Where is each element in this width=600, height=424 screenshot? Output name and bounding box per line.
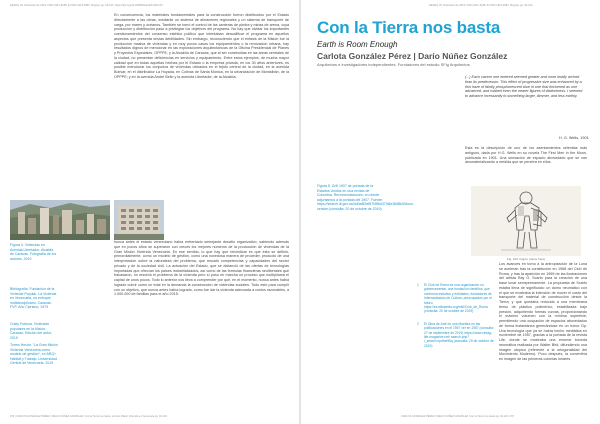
astronaut-illustration [471, 186, 581, 256]
author-affiliation: Arquitectos e investigadores independientes. Fundadores del estudio SFig Arquitectos [317, 62, 470, 67]
right-page [301, 0, 600, 424]
article-authors: Carlota González Pérez | Darío Núñez González [317, 51, 508, 61]
footnote-2: 2 El Obra de Arte en una Muestra en las publicaciones en el 1957 ver en 1957 (consulta: 27 de septiembre de 2019) https://www.vintag-life-magazine.net/ search.php?l_search=ipdfoe56q (consulta: 20 de octubre de 2019) [417, 322, 497, 348]
footnote-1: 1 El Club de Roma es una organización no gubernamental, una fundación científica, que conforma estudios y entidades, fundadores de Intermediación de Cultura, preocupados por el futuro. https://es.wikipedia.org/wiki/Club_de_Roma (consulta: 20 de octubre de 2019) [417, 283, 497, 314]
footnote-2-text: El Obra de Arte en una Muestra en las publicaciones en el 1957 ver en 1957 (consulta: 27 de septiembre de 2019) https://www.vintag-life-magazine.net/ search.php?l_search=ipdfoe56q (consulta: 20 de octubre de 2019) [424, 321, 494, 348]
intro-paragraph: Esta es la descripción de uno de los asentamientos selenitas más antiguos, dada por H.G. Wells en su novela The First Men in the Moon, publicada en 1901. Una sensación de espacio abovedado que se van desmaterializando a medida que se penetra en ellos. [465, 146, 587, 165]
footnotes [417, 283, 497, 356]
left-footer: 156 | CARLOS GONZÁLEZ PÉREZ | DIEGO NÚÑEZ GONZÁLEZ. Con la Tierra nos basta: la Gran Misión Vivienda en Venezuela pp. 94-104 [10, 415, 167, 418]
article-title: Con la Tierra nos basta [317, 18, 501, 37]
epigraph-quote: (...) Each cavern one entered seemed greater and more boldly arched than its predecessor. This effect of progressive size was enhanced by a thin haze of faintly phosphorescent blue in one that thickened as one advanced, and robbed even the nearer figures of distinctness. I seemed to advance incessantly to something larger, dimmer, and less earthly. [465, 75, 583, 99]
left-body-text-bottom: hunca antes el estado venezolano había enfrentado semejante desafío organizativo, sabiendo además que en pocos años se superaron con creces los mejores números de la producción de viviendas de la Gran Misión Vivienda Venezuela. En ese sentido, lo que hay que reivindicar es que ésta se definió, primordialmente, como un modelo de gestión, como una novedosa manera de proceder, producto de una interpretación sobre la naturaleza del problema, que rescató competencias y capacidades del sector privado y de la sociedad civil. La actuación del Estado, que se distanció de las ofertas de tecnologías importadas que ofrecían los países industrializados, así como de las fórmulas financieras neoliberales que fracasaron, no resolvió el problema de la vivienda pero sí puso en marcha un proceso que multiplicará el capital de unos pocos. Todo lo anterior nos lleva a comprender por qué, en el momento, nunca antes había logrado cubrir como un total en la demanda la construcción de viviendas sociales. Todo esto para cumplir con un objetivo, que nunca antes había logrado, como fue dar la vivienda adecuada a costos razonables, a 1.000.000 de familias para el año 2015. [114, 240, 289, 297]
building-photo [114, 200, 164, 240]
photo-caption: Figura 4. Viviendas en Avenida Libertador, Alcaldía de Caracas. Fotografía de los autores, 2019 [10, 243, 57, 261]
right-body-text: Los avances en torno a la antropización de la Luna se aceleran tras la constitución en 1968 del Club de Roma, y tras la aparición en 1969 de las ilustraciones del artista Ray G. Scarfo para la creación de una base lunar semipermanente. La propuesta de Scarfo estaba llena de significado: un domo neumático con el que se mostraba la intención de mover el costo del transporte del material de construcción desde la Tierra, y que quedaba reducido a una membrana tenso de plástico polimérico, estabilizada bajo presión, adquiriendo formas curvas, proporcionando el máximo volumen con la mínima superficie; permitiendo una ocupación de espacios abovedados de forma instantánea generándose en un honor Op. Una tecnología que ya se había hecho mediática en noviembre de 1957, gracias a la portada de la revista Life, donde se mostraba una enorme bóveda neumática realizada por Walter Bird, difundiendo una imagen utópica (referente a la ortogonalidad del Movimiento Moderno). Poco después, la convertiría en imagen de las primeras colonias lunares. [499, 262, 587, 361]
left-page [0, 0, 299, 424]
bibliography-2: Cristy Fortuna. Viviendas populares en la Misión, Caracas: Edición del autor, 2019 [10, 322, 52, 340]
figure-caption: Figura 5. Grill 1907 de portada de la Estados Unidos en una revista de Colombia. Recomendaciones, en donde adjuntamos a la portada del 1907. Fuente: https://search.iit.gov.ua/4d0a8f3ef87f4ff6d37fd6e3b58b0Moon, version (consulta: 20 de octubre de 2019) [317, 184, 414, 211]
left-body-text-top: En consecuencia, los materiales fundamentales para la construcción fueron distribuidos por el Estado directamente a las obras, mediante un sistema de almacenes regionales y un sistema de transporte de carga, por mares y océanos. También se tomó el control de las canteras de piedra y minas de arena, cuya producción y distribución pasó a privilegiar los objetivos del programa. No hay que olvidar los importantes cuestionamientos del consenso estético político que intentaban descalificar el programa en aquellos aspectos que presenta obvias debilidades. Sin embargo, reconociendo que el énfasis de la Misión fue la producción masiva de viviendas y en muy pocos casos los equipamientos o la renovación urbana, hay resultados dignos de mencionar en las exploraciones arquitectónicas de la Oficina Presidencial de Planes y Proyectos Especiales, OPPPE, y la Alcaldía de Caracas, que al ser construidas en las áreas centrales de la ciudad, no presentan deficiencias en servicios y equipamiento. Entre estos ejemplos, de mucha mayor calidad que en todas aquellas hechas por el Estado o la empresa privada, en los 30 años anteriores, es posible mencionar los conjuntos de viviendas ubicados en el tejido central de la ciudad, en la avenida Bolívar, en el distribuidor La Hoyada, en Colinas de Santa Mónica, en la urbanización de Montalbán, de la OPPPE; y en la avenida André Bello y la avenida Libertador, de la Alcaldía. [114, 13, 289, 79]
bibliography-1: Bibliografía. Fundación de la Vivienda Popular. La Vivienda en Venezuela, un enfoque multidisciplinario. Caracas: FVP, Año Cipriano, 1979 [10, 287, 57, 310]
right-running-head: DEARQ 33. Diciembre de 2019. ISSN 2011-3188. E-ISSN 2215-969X. Bogotá, pp. 94-104. [429, 4, 534, 7]
caracas-cityscape-photo [10, 200, 110, 240]
bibliography-3: Torres Hector. "La Gran Misión Vivienda Venezuela como modelo de gestión", en ARQ+ Hábitat y Trabajo. Universidad Central de Venezuela, 2019 [10, 343, 58, 366]
article-subtitle: Earth is Room Enough [317, 40, 398, 49]
left-running-head: DEARQ 33. Diciembre de 2019. ISSN 2011-3188. E-ISSN 2215-969X. Bogotá, pp. 94-104. https://doi.org/10.18389/dearq25.2019.05 [10, 4, 163, 7]
illustration-label: Fig. 103. Figure (name here) [507, 257, 546, 261]
footnote-1-text: El Club de Roma es una organización no gubernamental, una fundación científica, que conforma estudios y entidades, fundadores de Intermediación de Cultura, preocupados por el futuro. https://es.wikipedia.org/wiki/Club_de_Roma (consulta: 20 de octubre de 2019) [424, 283, 492, 314]
epigraph-attribution: H. G. Wells, 1901 [559, 136, 589, 140]
right-footer: CARLOS GONZÁLEZ PÉREZ | DIEGO NÚÑEZ GONZÁLEZ. Con la Tierra nos basta pp. 94-104 | 157 [401, 415, 515, 418]
